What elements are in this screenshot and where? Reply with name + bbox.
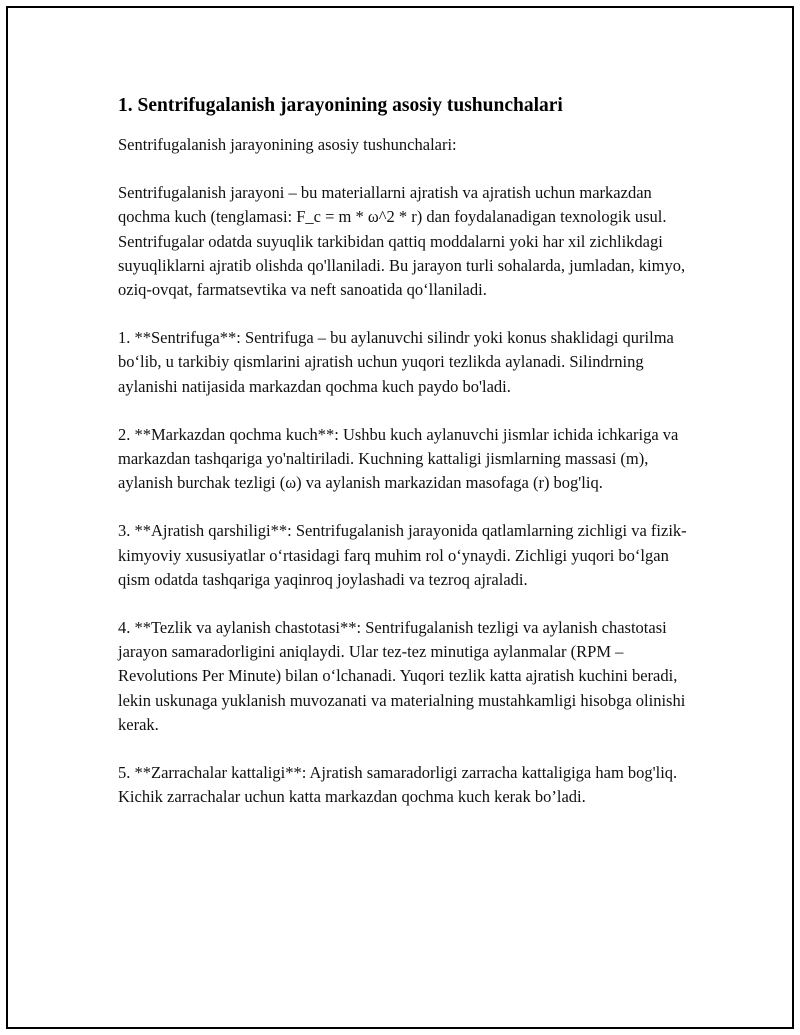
item-ajratish-qarshiligi: 3. **Ajratish qarshiligi**: Sentrifugalanish jarayonida qatlamlarning zichligi va fizik-kimyoviy xususiyatlar o‘rtasidagi farq muhim rol o‘ynaydi. Zichligi yuqori bo‘lgan qism odatda tashqariga yaqinroq joylashadi va tezroq ajraladi. xyxy=(118,521,687,589)
intro-paragraph: Sentrifugalanish jarayoni – bu materiallarni ajratish va ajratish uchun markazdan qochma kuch (tenglamasi: F_c = m * ω^2 * r) dan foydalanadigan texnologik usul. Sentrifugalar odatda suyuqlik tarkibidan qattiq moddalarni yoki har xil zichlikdagi suyuqliklarni ajratib olishda qo'llaniladi. Bu jarayon turli sohalarda, jumladan, kimyo, oziq-ovqat, farmatsevtika va neft sanoatida qo‘llaniladi. xyxy=(118,183,686,300)
item-tezlik-chastota: 4. **Tezlik va aylanish chastotasi**: Sentrifugalanish tezligi va aylanish chastotasi jarayon samaradorligini aniqlaydi. Ular tez-tez minutiga aylanmalar (RPM – Revolutions Per Minute) bilan o‘lchanadi. Yuqori tezlik katta ajratish kuchini beradi, lekin uskunaga yuklanish muvozanati va materialning mustahkamligi hisobga olinishi kerak. xyxy=(118,618,686,734)
item-markazdan-qochma-kuch: 2. **Markazdan qochma kuch**: Ushbu kuch aylanuvchi jismlar ichida ichkariga va markazdan tashqariga yo'naltiriladi. Kuchning kattaligi jismlarning massasi (m), aylanish burchak tezligi (ω) va aylanish markazidan masofaga (r) bog'liq. xyxy=(118,424,679,493)
item-zarrachalar-kattaligi: 5. **Zarrachalar kattaligi**: Ajratish samaradorligi zarracha kattaligiga ham bog'liq. Kichik zarrachalar uchun katta markazdan qochma kuch kerak bo’ladi. xyxy=(118,763,678,807)
intro-heading: Sentrifugalanish jarayonining asosiy tushunchalari: xyxy=(118,135,457,154)
document-body xyxy=(118,93,692,833)
item-sentrifuga: 1. **Sentrifuga**: Sentrifuga – bu aylanuvchi silindr yoki konus shaklidagi qurilma bo‘lib, u tarkibiy qismlarini ajratish uchun yuqori tezlikda aylanadi. Silindrning aylanishi natijasida markazdan qochma kuch paydo bo'ladi. xyxy=(118,328,674,396)
document-title: 1. Sentrifugalanish jarayonining asosiy tushunchalari xyxy=(118,95,563,116)
